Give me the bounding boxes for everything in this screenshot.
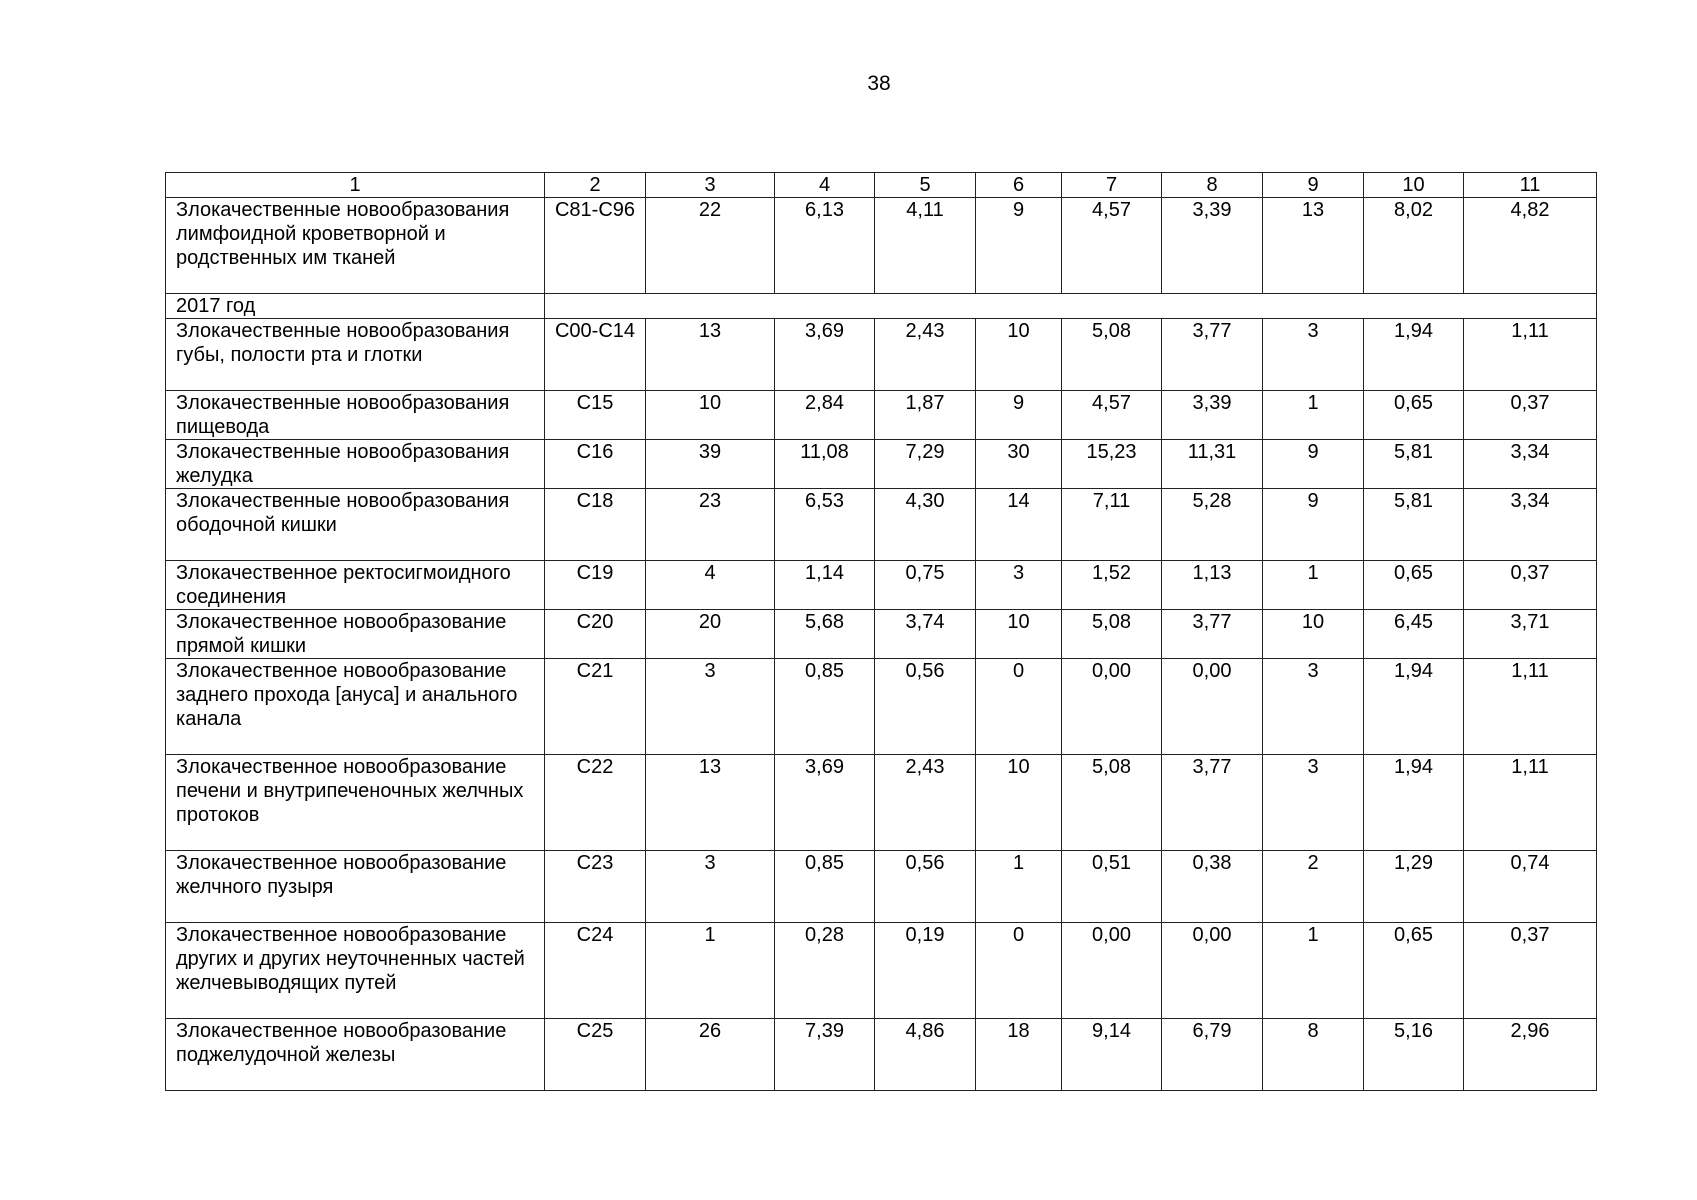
diagnosis-name: Злокачественное новообразование заднего прохода [ануса] и анального канала	[166, 659, 545, 755]
value-cell-col-7: 1,52	[1062, 561, 1162, 610]
value-cell-col-8: 1,13	[1162, 561, 1263, 610]
value-cell-col-8: 0,00	[1162, 923, 1263, 1019]
value-cell-col-8: 3,39	[1162, 391, 1263, 440]
value-cell-col-4: 0,85	[775, 851, 875, 923]
table-row	[166, 440, 1597, 489]
value-cell-col-6: 30	[976, 440, 1062, 489]
value-cell-col-10: 1,94	[1364, 755, 1464, 851]
value-cell-col-4: 0,28	[775, 923, 875, 1019]
value-cell-col-10: 1,94	[1364, 659, 1464, 755]
value-cell-col-8: 5,28	[1162, 489, 1263, 561]
column-number-6: 6	[976, 173, 1062, 198]
icd-code: С22	[545, 755, 646, 851]
table-row	[166, 561, 1597, 610]
value-cell-col-4: 2,84	[775, 391, 875, 440]
value-cell-col-10: 8,02	[1364, 198, 1464, 294]
value-cell-col-9: 13	[1263, 198, 1364, 294]
column-number-1: 1	[166, 173, 545, 198]
value-cell-col-9: 9	[1263, 489, 1364, 561]
value-cell-col-11: 0,37	[1464, 391, 1597, 440]
value-cell-col-11: 0,37	[1464, 561, 1597, 610]
value-cell-col-11: 1,11	[1464, 659, 1597, 755]
value-cell-col-10: 0,65	[1364, 923, 1464, 1019]
value-cell-col-5: 2,43	[875, 755, 976, 851]
value-cell-col-11: 4,82	[1464, 198, 1597, 294]
value-cell-col-9: 10	[1263, 610, 1364, 659]
table-row	[166, 1019, 1597, 1091]
value-cell-col-4: 1,14	[775, 561, 875, 610]
value-cell-col-5: 2,43	[875, 319, 976, 391]
icd-code: С16	[545, 440, 646, 489]
value-cell-col-5: 4,11	[875, 198, 976, 294]
value-cell-col-7: 9,14	[1062, 1019, 1162, 1091]
diagnosis-name: Злокачественное новообразование прямой кишки	[166, 610, 545, 659]
column-number-7: 7	[1062, 173, 1162, 198]
value-cell-col-3: 20	[646, 610, 775, 659]
value-cell-col-3: 26	[646, 1019, 775, 1091]
table-body	[166, 198, 1597, 1091]
value-cell-col-8: 3,77	[1162, 319, 1263, 391]
column-number-row	[166, 173, 1597, 198]
value-cell-col-4: 0,85	[775, 659, 875, 755]
value-cell-col-11: 1,11	[1464, 319, 1597, 391]
value-cell-col-9: 9	[1263, 440, 1364, 489]
value-cell-col-11: 3,71	[1464, 610, 1597, 659]
section-row	[166, 294, 1597, 319]
diagnosis-name: Злокачественное новообразование печени и внутрипеченочных желчных протоков	[166, 755, 545, 851]
value-cell-col-11: 2,96	[1464, 1019, 1597, 1091]
value-cell-col-9: 2	[1263, 851, 1364, 923]
value-cell-col-4: 3,69	[775, 319, 875, 391]
value-cell-col-3: 1	[646, 923, 775, 1019]
icd-code: С19	[545, 561, 646, 610]
column-number-5: 5	[875, 173, 976, 198]
value-cell-col-10: 0,65	[1364, 391, 1464, 440]
value-cell-col-4: 3,69	[775, 755, 875, 851]
value-cell-col-9: 3	[1263, 755, 1364, 851]
value-cell-col-5: 0,75	[875, 561, 976, 610]
value-cell-col-7: 5,08	[1062, 610, 1162, 659]
value-cell-col-7: 7,11	[1062, 489, 1162, 561]
value-cell-col-11: 3,34	[1464, 440, 1597, 489]
value-cell-col-7: 4,57	[1062, 391, 1162, 440]
value-cell-col-3: 13	[646, 319, 775, 391]
table-row	[166, 755, 1597, 851]
table-row	[166, 319, 1597, 391]
value-cell-col-6: 1	[976, 851, 1062, 923]
value-cell-col-3: 23	[646, 489, 775, 561]
value-cell-col-10: 5,81	[1364, 440, 1464, 489]
value-cell-col-3: 3	[646, 851, 775, 923]
value-cell-col-5: 0,56	[875, 851, 976, 923]
value-cell-col-9: 1	[1263, 923, 1364, 1019]
diagnosis-name: Злокачественное новообразование поджелудочной железы	[166, 1019, 545, 1091]
table-row	[166, 391, 1597, 440]
value-cell-col-7: 4,57	[1062, 198, 1162, 294]
value-cell-col-8: 6,79	[1162, 1019, 1263, 1091]
value-cell-col-3: 3	[646, 659, 775, 755]
icd-code: С24	[545, 923, 646, 1019]
column-number-8: 8	[1162, 173, 1263, 198]
value-cell-col-5: 3,74	[875, 610, 976, 659]
value-cell-col-8: 11,31	[1162, 440, 1263, 489]
value-cell-col-5: 1,87	[875, 391, 976, 440]
section-label: 2017 год	[166, 294, 545, 319]
value-cell-col-7: 0,51	[1062, 851, 1162, 923]
value-cell-col-5: 4,30	[875, 489, 976, 561]
column-number-2: 2	[545, 173, 646, 198]
diagnosis-name: Злокачественные новообразования губы, полости рта и глотки	[166, 319, 545, 391]
value-cell-col-6: 9	[976, 198, 1062, 294]
icd-code: С15	[545, 391, 646, 440]
value-cell-col-6: 10	[976, 610, 1062, 659]
value-cell-col-4: 6,13	[775, 198, 875, 294]
section-empty-cell	[545, 294, 1597, 319]
value-cell-col-10: 0,65	[1364, 561, 1464, 610]
value-cell-col-3: 13	[646, 755, 775, 851]
value-cell-col-6: 10	[976, 319, 1062, 391]
icd-code: С81-С96	[545, 198, 646, 294]
table-row	[166, 198, 1597, 294]
icd-code: С23	[545, 851, 646, 923]
value-cell-col-10: 5,16	[1364, 1019, 1464, 1091]
value-cell-col-5: 4,86	[875, 1019, 976, 1091]
diagnosis-name: Злокачественные новообразования лимфоидной кроветворной и родственных им тканей	[166, 198, 545, 294]
value-cell-col-11: 1,11	[1464, 755, 1597, 851]
column-number-3: 3	[646, 173, 775, 198]
value-cell-col-6: 0	[976, 659, 1062, 755]
diagnosis-name: Злокачественное новообразование желчного пузыря	[166, 851, 545, 923]
value-cell-col-7: 15,23	[1062, 440, 1162, 489]
value-cell-col-10: 1,94	[1364, 319, 1464, 391]
value-cell-col-7: 0,00	[1062, 923, 1162, 1019]
icd-code: С25	[545, 1019, 646, 1091]
value-cell-col-9: 1	[1263, 561, 1364, 610]
value-cell-col-4: 11,08	[775, 440, 875, 489]
value-cell-col-5: 7,29	[875, 440, 976, 489]
value-cell-col-6: 10	[976, 755, 1062, 851]
value-cell-col-8: 3,77	[1162, 755, 1263, 851]
value-cell-col-7: 0,00	[1062, 659, 1162, 755]
table-row	[166, 659, 1597, 755]
value-cell-col-3: 39	[646, 440, 775, 489]
page-number: 38	[867, 72, 891, 95]
column-number-10: 10	[1364, 173, 1464, 198]
value-cell-col-10: 1,29	[1364, 851, 1464, 923]
table-row	[166, 923, 1597, 1019]
value-cell-col-11: 0,74	[1464, 851, 1597, 923]
value-cell-col-8: 0,00	[1162, 659, 1263, 755]
icd-code: С18	[545, 489, 646, 561]
value-cell-col-7: 5,08	[1062, 755, 1162, 851]
icd-code: С21	[545, 659, 646, 755]
column-number-11: 11	[1464, 173, 1597, 198]
value-cell-col-3: 22	[646, 198, 775, 294]
column-number-4: 4	[775, 173, 875, 198]
value-cell-col-9: 8	[1263, 1019, 1364, 1091]
value-cell-col-6: 0	[976, 923, 1062, 1019]
icd-code: С00-С14	[545, 319, 646, 391]
column-number-9: 9	[1263, 173, 1364, 198]
value-cell-col-6: 9	[976, 391, 1062, 440]
value-cell-col-10: 5,81	[1364, 489, 1464, 561]
icd-code: С20	[545, 610, 646, 659]
value-cell-col-6: 3	[976, 561, 1062, 610]
value-cell-col-3: 10	[646, 391, 775, 440]
value-cell-col-11: 0,37	[1464, 923, 1597, 1019]
table-row	[166, 489, 1597, 561]
value-cell-col-9: 1	[1263, 391, 1364, 440]
value-cell-col-11: 3,34	[1464, 489, 1597, 561]
table-row	[166, 610, 1597, 659]
diagnosis-name: Злокачественные новообразования пищевода	[166, 391, 545, 440]
value-cell-col-5: 0,19	[875, 923, 976, 1019]
value-cell-col-4: 7,39	[775, 1019, 875, 1091]
value-cell-col-4: 6,53	[775, 489, 875, 561]
value-cell-col-9: 3	[1263, 659, 1364, 755]
diagnosis-name: Злокачественное новообразование других и других неуточненных частей желчевыводящих путей	[166, 923, 545, 1019]
diagnosis-name: Злокачественные новообразования желудка	[166, 440, 545, 489]
value-cell-col-8: 0,38	[1162, 851, 1263, 923]
value-cell-col-7: 5,08	[1062, 319, 1162, 391]
value-cell-col-3: 4	[646, 561, 775, 610]
value-cell-col-8: 3,39	[1162, 198, 1263, 294]
value-cell-col-6: 14	[976, 489, 1062, 561]
value-cell-col-4: 5,68	[775, 610, 875, 659]
table-row	[166, 851, 1597, 923]
value-cell-col-10: 6,45	[1364, 610, 1464, 659]
statistics-table	[165, 172, 1597, 1091]
value-cell-col-6: 18	[976, 1019, 1062, 1091]
value-cell-col-5: 0,56	[875, 659, 976, 755]
value-cell-col-8: 3,77	[1162, 610, 1263, 659]
value-cell-col-9: 3	[1263, 319, 1364, 391]
diagnosis-name: Злокачественные новообразования ободочной кишки	[166, 489, 545, 561]
diagnosis-name: Злокачественное ректосигмоидного соединения	[166, 561, 545, 610]
